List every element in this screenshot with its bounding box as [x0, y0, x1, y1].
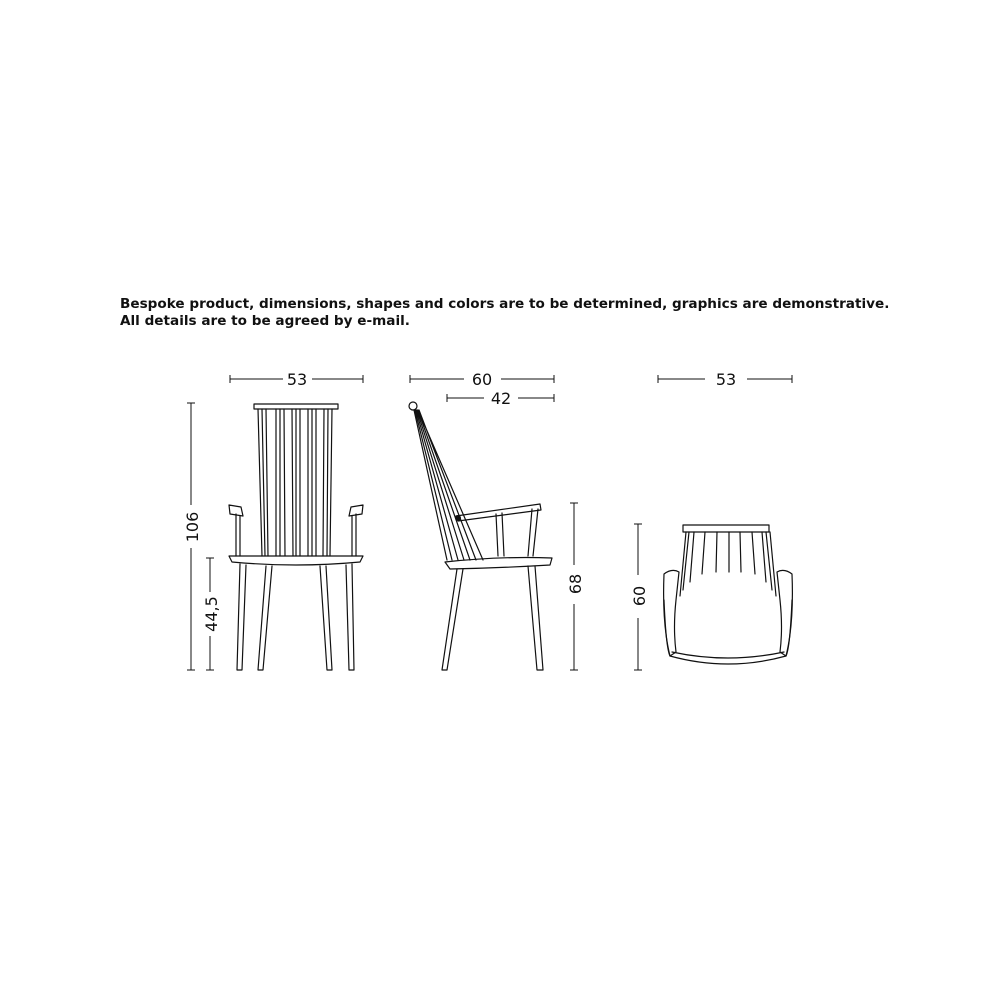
front-height-label: 106 — [183, 511, 202, 543]
front-seat-height-label: 44,5 — [202, 596, 221, 632]
front-seat-height-dimension — [202, 558, 221, 670]
top-depth-label: 60 — [630, 585, 649, 607]
front-view — [183, 370, 363, 670]
chair-top-drawing — [664, 525, 793, 664]
front-height-dimension — [183, 403, 202, 670]
side-armrest-depth-label: 42 — [490, 389, 512, 408]
top-view — [630, 370, 792, 670]
side-view — [409, 370, 585, 670]
side-height-dimension — [566, 503, 585, 670]
disclaimer-text: Bespoke product, dimensions, shapes and colors are to be determined, graphics are demonstrative. All details are to be agreed by e-mail. — [120, 296, 890, 329]
side-armrest-depth-dimension — [447, 389, 554, 408]
front-width-dimension — [230, 370, 363, 389]
chair-front-drawing — [229, 404, 363, 670]
front-width-label: 53 — [286, 370, 308, 389]
chair-side-drawing — [409, 402, 552, 670]
top-width-label: 53 — [715, 370, 737, 389]
top-depth-dimension — [630, 524, 649, 670]
top-width-dimension — [658, 370, 792, 389]
side-depth-label: 60 — [471, 370, 493, 389]
side-depth-dimension — [410, 370, 554, 389]
side-height-label: 68 — [566, 573, 585, 595]
